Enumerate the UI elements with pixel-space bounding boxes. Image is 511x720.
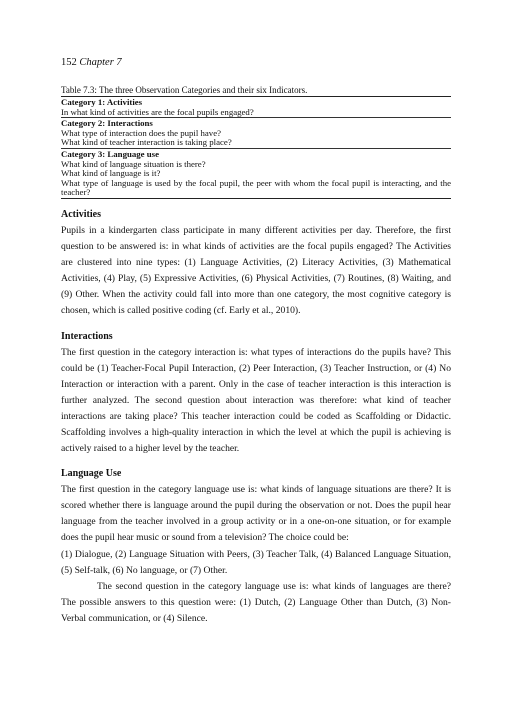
observation-categories-table [61,96,451,199]
category-question: In what kind of activities are the focal pupils engaged? [61,106,254,117]
category-title: Category 3: Language use [61,148,159,159]
section-heading: Interactions [61,330,113,342]
category-question: What type of language is used by the focal pupil, the peer with whom the focal pupil is interacting, and the teacher? [61,177,451,198]
section-interactions [61,331,451,458]
category-title: Category 1: Activities [61,97,143,107]
table-group-category-2 [61,118,451,149]
body-paragraph: Pupils in a kindergarten class participate in many different activities per day. Therefore, the first question to be answered is: in what kinds of activities are the focal pupils engaged? The Activities are clustered into nine types: (1) Language Activities, (2) Literacy Activities, (3) Mathematical Activities, (4) Play, (5) Expressive Activities, (6) Physical Activities, (7) Routines, (8) Waiting, and (9) Other. When the activity could fall into more than one category, the most cognitive category is chosen, which is called positive coding (cf. Early et al., 2010). [61,224,451,317]
section-heading: Language Use [61,468,122,480]
category-question: What kind of language situation is there? [61,158,206,169]
body-paragraph: (1) Dialogue, (2) Language Situation with Peers, (3) Teacher Talk, (4) Balanced Language Situation, (5) Self-talk, (6) No language, or (7) Other. [61,548,451,576]
body-paragraph: The first question in the category language use is: what kinds of language situations are there? It is scored whether there is language around the pupil during the observation or not. Does the pupil hear language from the teacher involved in a group activity or in a one-on-one situation, or for example does the pupil hear music or sound from a television? The choice could be: [61,484,451,544]
category-question: What kind of language is it? [61,168,161,179]
page-number: 152 [61,57,77,68]
table-caption: Table 7.3: The three Observation Categories and their six Indicators. [61,85,308,95]
section-language-use [61,468,451,627]
section-activities [61,209,451,320]
chapter-label: Chapter 7 [79,57,122,68]
section-heading: Activities [61,208,101,220]
category-title: Category 2: Interactions [61,118,153,129]
table-group-category-1 [61,97,451,118]
category-question: What type of interaction does the pupil have? [61,127,221,138]
body-paragraph: The first question in the category interaction is: what types of interactions do the pupils have? This could be (1) Teacher-Focal Pupil Interaction, (2) Peer Interaction, (3) Teacher Instruction, or (4) No Interaction or interaction with a parent. Only in the case of teacher interaction is this interaction is further analyzed. The second question about interaction was therefore: what kind of teacher interactions are taking place? This teacher interaction could be coded as Scaffolding or Didactic. Scaffolding involves a high-quality interaction in which the level at which the pupil is achieving is actively raised to a higher level by the teacher. [61,346,451,455]
body-paragraph: The second question in the category language use is: what kinds of languages are there? The possible answers to this question were: (1) Dutch, (2) Language Other than Dutch, (3) Non-Verbal communication, or (4) Silence. [61,580,451,624]
running-head [61,57,451,68]
category-question: What kind of teacher interaction is taking place? [61,137,232,148]
table-group-category-3 [61,148,451,198]
document-page [61,57,451,627]
